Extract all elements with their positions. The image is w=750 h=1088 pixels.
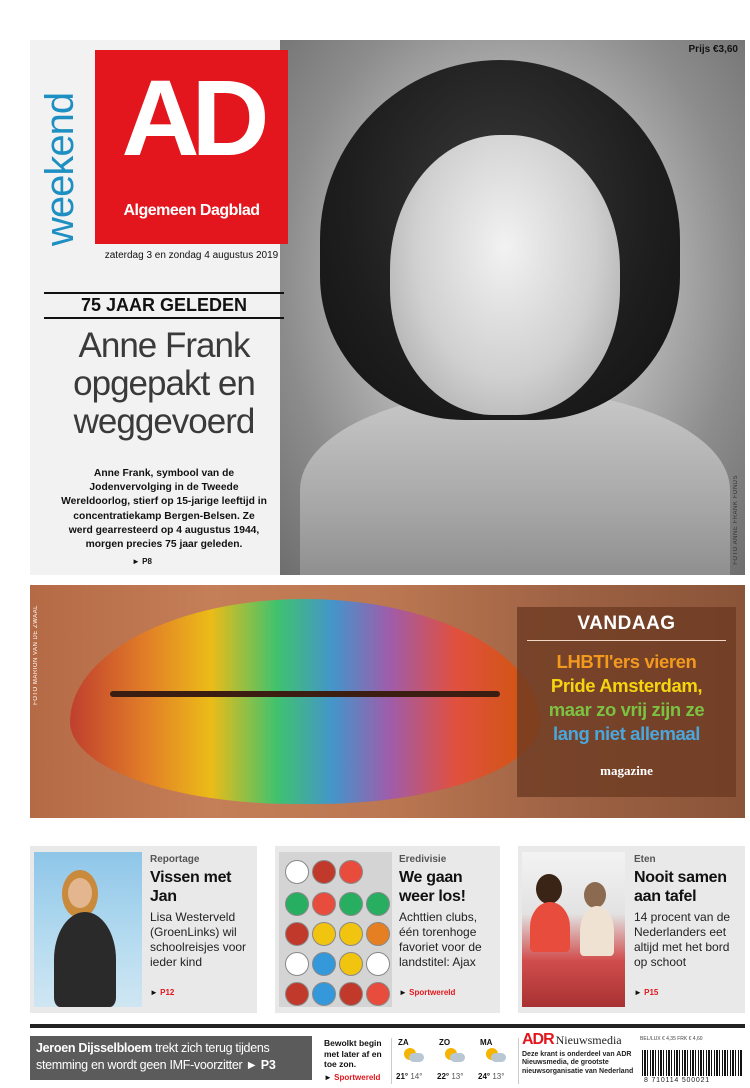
weather-day-label: ZO	[439, 1038, 451, 1047]
footer-separator	[518, 1038, 519, 1084]
photo-face	[390, 135, 620, 415]
teaser-title[interactable]: Vissen met Jan	[150, 869, 232, 905]
footer-rule	[30, 1024, 745, 1028]
weather-low: 13°	[492, 1072, 505, 1081]
weather-ref-text: Sportwereld	[334, 1073, 381, 1082]
teaser-eten[interactable]	[518, 846, 745, 1013]
teaser-text: Lisa Westerveld (GroenLinks) wil schoolreisjes voor ieder kind	[150, 910, 247, 969]
magazine-line-2: Pride Amsterdam,	[550, 675, 703, 696]
magazine-line-1: LHBTI'ers vieren	[556, 651, 697, 672]
logo-mark: AD	[121, 57, 262, 178]
teaser-page-ref[interactable]: ► P15	[634, 988, 659, 997]
weather-low: 14°	[410, 1072, 423, 1081]
publisher-logo	[522, 1031, 634, 1048]
weather-day-label: MA	[480, 1038, 493, 1047]
teaser-page-ref[interactable]: ► P12	[150, 988, 175, 997]
anne-frank-photo	[280, 40, 745, 575]
lead-page-ref[interactable]: ► P8	[132, 557, 152, 566]
teaser-eredivisie[interactable]	[275, 846, 500, 1013]
publisher-logo-name: Nieuwsmedia	[555, 1033, 622, 1047]
weather-summary: Bewolkt begin met later af en toe zon.	[324, 1038, 382, 1069]
pride-banner[interactable]	[30, 585, 745, 818]
weather-ref[interactable]: ► Sportwereld	[324, 1073, 381, 1082]
weather-high: 22°	[437, 1072, 450, 1081]
teaser-rubric: Eten	[634, 854, 656, 865]
lead-page-ref-text: P8	[142, 557, 152, 566]
edition-text: weekend	[38, 92, 82, 246]
footer-separator	[391, 1038, 392, 1084]
banner-photo-credit: FOTO MARION VAN DE ZWAAL	[33, 605, 39, 705]
magazine-divider	[527, 640, 726, 641]
teaser-page-ref-text: Sportwereld	[409, 988, 456, 997]
ad-logo	[95, 50, 288, 244]
footer-news-item[interactable]	[30, 1036, 312, 1080]
weather-high: 24°	[478, 1072, 491, 1081]
lead-kicker: 75 JAAR GELEDEN	[44, 292, 284, 319]
teaser-photo-lisa	[34, 852, 142, 1007]
teaser-title[interactable]: We gaan weer los!	[399, 869, 466, 905]
teaser-title[interactable]: Nooit samen aan tafel	[634, 869, 727, 905]
photo-credit: FOTO ANNE FRANK FONDS	[733, 475, 739, 565]
club-crests-grid	[279, 852, 392, 1007]
footer-news-text: trekt zich terug tijdens stemming en wordt geen IMF-voorzitter	[36, 1041, 270, 1072]
barcode	[640, 1036, 745, 1086]
teaser-reportage[interactable]	[30, 846, 257, 1013]
partly-cloudy-icon	[486, 1048, 506, 1062]
teaser-rubric: Eredivisie	[399, 854, 447, 865]
partly-cloudy-icon	[404, 1048, 424, 1062]
footer-news-name: Jeroen Dijsselbloem	[36, 1041, 152, 1055]
edition-label	[38, 46, 82, 246]
lead-lede: Anne Frank, symbool van de Jodenvervolging in de Tweede Wereldoorlog, stierf op 15-jarige leeftijd in concentratiekamp Bergen-Belsen. Ze werd gearresteerd op 4 augustus 1944, morgen precies 75 jaar geleden.	[61, 468, 267, 551]
issue-date: zaterdag 3 en zondag 4 augustus 2019	[104, 250, 279, 261]
publisher-block	[522, 1031, 634, 1076]
teaser-rubric: Reportage	[150, 854, 200, 865]
weather-day-1	[394, 1038, 434, 1084]
partly-cloudy-icon	[445, 1048, 465, 1062]
footer-news-ref: ► P3	[245, 1058, 276, 1072]
magazine-line-3: maar zo vrij zijn ze	[548, 699, 705, 720]
publisher-logo-mark: ADR	[522, 1031, 554, 1048]
cover-price: Prijs €3,60	[688, 44, 738, 55]
publisher-text: Deze krant is onderdeel van ADR Nieuwsmedia, de grootste nieuwsorganisatie van Nederland	[522, 1050, 634, 1075]
magazine-label: VANDAAG	[577, 613, 676, 634]
magazine-brand: magazine	[600, 763, 653, 778]
rainbow-lips-image	[70, 599, 540, 804]
teaser-text: 14 procent van de Nederlanders eet altijd met het bord op schoot	[634, 910, 731, 969]
footer-news-ref-text: P3	[260, 1058, 276, 1072]
teaser-page-ref-text: P15	[644, 988, 659, 997]
weather-high: 21°	[396, 1072, 409, 1081]
logo-name: Algemeen Dagblad	[123, 202, 260, 219]
weather-day-label: ZA	[398, 1038, 409, 1047]
weather-low: 13°	[451, 1072, 464, 1081]
lead-headline[interactable]: Anne Frank opgepakt en weggevoerd	[73, 326, 255, 441]
teaser-text: Achttien clubs, één torenhoge favoriet voor de landstitel: Ajax	[399, 910, 482, 969]
magazine-line-4: lang niet allemaal	[552, 723, 701, 744]
magazine-teaser-box[interactable]	[517, 607, 736, 797]
weather-day-2	[435, 1038, 475, 1084]
barcode-digits: 8 710114 500021	[644, 1077, 710, 1084]
teaser-page-ref-text: P12	[160, 988, 175, 997]
teaser-photo-dinner	[522, 852, 625, 1007]
teaser-page-ref[interactable]: ► Sportwereld	[399, 988, 456, 997]
barcode-bars	[642, 1050, 742, 1076]
weather-day-3	[476, 1038, 516, 1084]
lips-line	[110, 691, 500, 697]
barcode-prices: BEL/LUX € 4,35 FRK € 4,60	[640, 1036, 703, 1042]
